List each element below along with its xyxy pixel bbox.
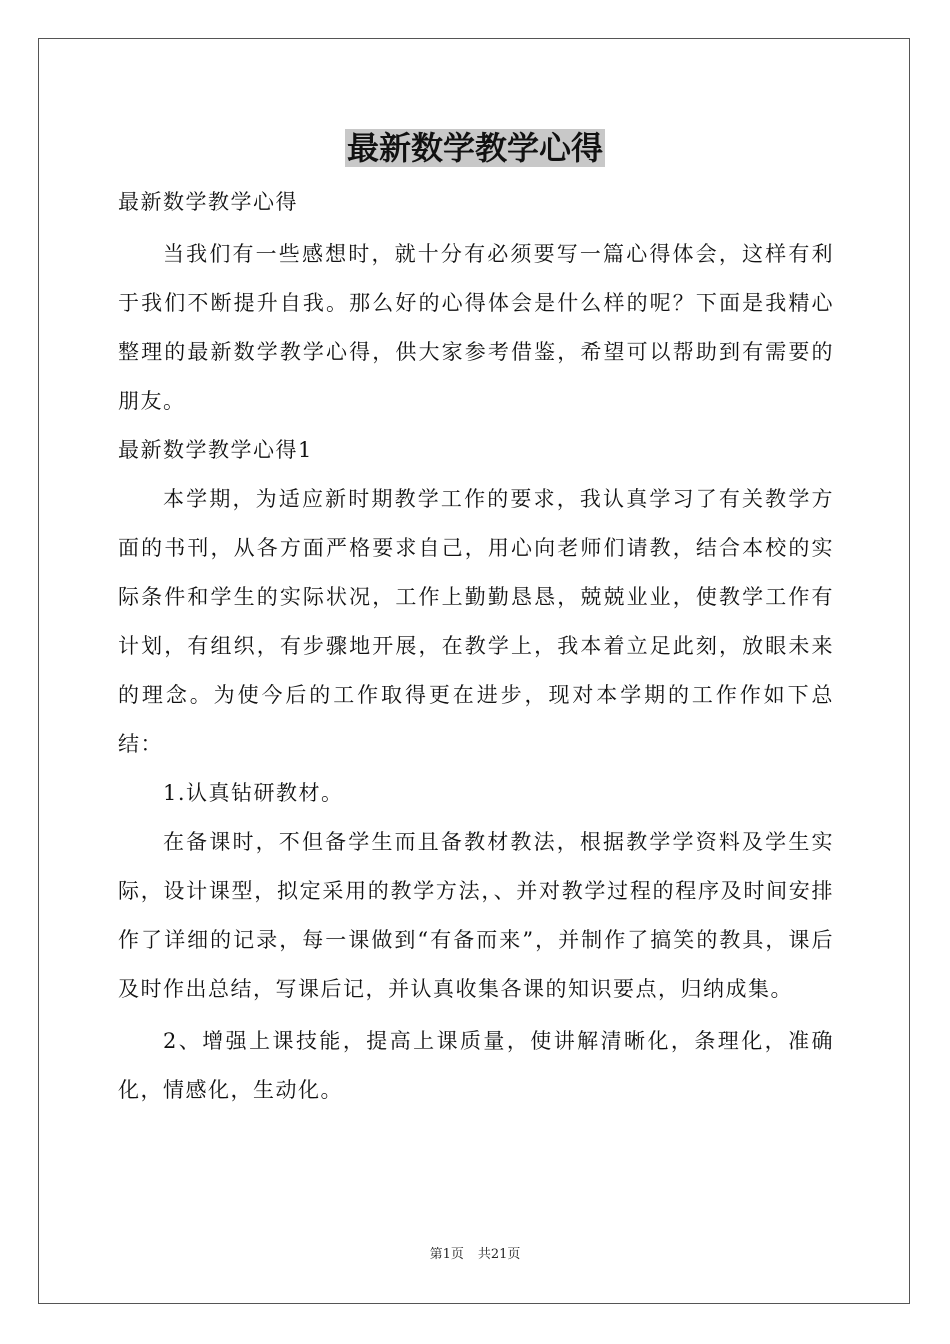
body-paragraph-intro: 当我们有一些感想时，就十分有必须要写一篇心得体会，这样有利于我们不断提升自我。那么好的心得体会是什么样的呢？下面是我精心整理的最新数学教学心得，供大家参考借鉴，希望可以帮助到有需要的朋友。 (118, 242, 834, 413)
document-title-text: 最新数学教学心得 (346, 129, 603, 167)
body-paragraph-lesson-prep: 在备课时，不但备学生而且备教材教法，根据教学学资料及学生实际，设计课型，拟定采用的教学方法，、并对教学过程的程序及时间安排作了详细的记录，每一课做到“有备而来”，并制作了搞笑的教具，课后及时作出总结，写课后记，并认真收集各课的知识要点，归纳成集。 (118, 830, 834, 1001)
document-body (118, 178, 834, 1115)
body-paragraph-summary: 本学期，为适应新时期教学工作的要求，我认真学习了有关教学方面的书刊，从各方面严格要求自己，用心向老师们请教，结合本校的实际条件和学生的实际状况，工作上勤勤恳恳，兢兢业业，使教学工作有计划，有组织，有步骤地开展，在教学上，我本着立足此刻，放眼未来的理念。为使今后的工作取得更在进步，现对本学期的工作作如下总结： (118, 487, 834, 756)
page-footer (0, 1246, 950, 1264)
page-number: 第1页 (429, 1247, 464, 1262)
list-item-1: 1.认真钻研教材。 (163, 781, 344, 805)
document-title (0, 126, 950, 170)
section-heading-1: 最新数学教学心得1 (118, 438, 313, 462)
body-paragraph-heading: 最新数学教学心得 (118, 190, 298, 214)
page-total: 共21页 (477, 1247, 521, 1262)
list-item-2: 2、增强上课技能，提高上课质量，使讲解清晰化，条理化，准确化，情感化，生动化。 (118, 1029, 834, 1102)
